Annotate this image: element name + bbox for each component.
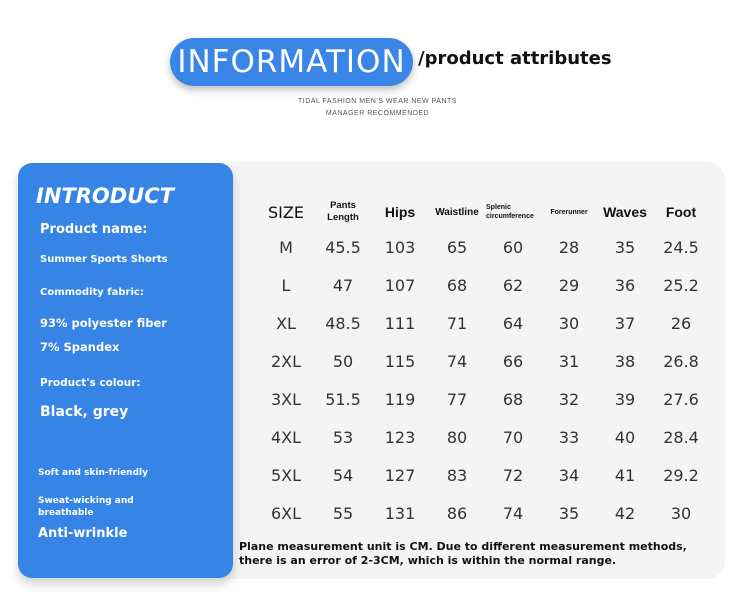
measurement-cell: 71 xyxy=(446,313,468,333)
table-row xyxy=(258,380,710,418)
size-cell: XL xyxy=(276,313,296,333)
measurement-cell: 66 xyxy=(502,351,524,371)
measurement-cell: 28 xyxy=(558,237,580,257)
measurement-cell: 32 xyxy=(558,389,580,409)
measurement-cell: 31 xyxy=(558,351,580,371)
table-header-row xyxy=(258,196,710,228)
measurement-cell: 80 xyxy=(446,427,468,447)
measurement-cell: 48.5 xyxy=(325,313,361,333)
measurement-cell: 40 xyxy=(614,427,636,447)
measurement-cell: 64 xyxy=(502,313,524,333)
measurement-cell: 30 xyxy=(670,503,692,523)
table-row xyxy=(258,266,710,304)
measurement-cell: 72 xyxy=(502,465,524,485)
product-name-value: Summer Sports Shorts xyxy=(40,254,168,265)
fabric-polyester: 93% polyester fiber xyxy=(40,316,167,330)
measurement-cell: 74 xyxy=(446,351,468,371)
measurement-cell: 27.6 xyxy=(663,389,699,409)
size-table xyxy=(258,196,710,532)
measurement-cell: 68 xyxy=(502,389,524,409)
product-name-label: Product name: xyxy=(40,222,148,237)
measurement-cell: 34 xyxy=(558,465,580,485)
measurement-cell: 47 xyxy=(332,275,354,295)
measurement-cell: 103 xyxy=(384,237,416,257)
size-cell: 4XL xyxy=(270,427,302,447)
size-cell: 5XL xyxy=(270,465,302,485)
measurement-cell: 38 xyxy=(614,351,636,371)
measurement-cell: 70 xyxy=(502,427,524,447)
measurement-cell: 74 xyxy=(502,503,524,523)
measurement-cell: 26.8 xyxy=(663,351,699,371)
header-splenic-circumference: Splenic circumference xyxy=(486,204,534,220)
measurement-cell: 35 xyxy=(614,237,636,257)
feature-anti-wrinkle: Anti-wrinkle xyxy=(38,526,128,541)
measurement-cell: 62 xyxy=(502,275,524,295)
measurement-cell: 42 xyxy=(614,503,636,523)
measurement-cell: 55 xyxy=(332,503,354,523)
measurement-cell: 107 xyxy=(384,275,416,295)
measurement-cell: 131 xyxy=(384,503,416,523)
feature-sweat-wicking: Sweat-wicking and breathable xyxy=(38,496,134,518)
measurement-cell: 119 xyxy=(384,389,416,409)
table-row xyxy=(258,342,710,380)
measurement-cell: 50 xyxy=(332,351,354,371)
measurement-cell: 60 xyxy=(502,237,524,257)
information-badge: INFORMATION xyxy=(170,38,413,86)
table-row xyxy=(258,456,710,494)
measurement-cell: 36 xyxy=(614,275,636,295)
measurement-cell: 53 xyxy=(332,427,354,447)
header-size: SIZE xyxy=(268,202,304,222)
header-pants-length: Pants Length xyxy=(327,200,359,223)
measurement-cell: 68 xyxy=(446,275,468,295)
size-cell: 3XL xyxy=(270,389,302,409)
measurement-cell: 26 xyxy=(670,313,692,333)
fabric-label: Commodity fabric: xyxy=(40,287,144,298)
measurement-cell: 111 xyxy=(384,313,416,333)
measurement-cell: 29.2 xyxy=(663,465,699,485)
measurement-cell: 25.2 xyxy=(663,275,699,295)
measurement-cell: 83 xyxy=(446,465,468,485)
header-subtitle: /product attributes xyxy=(418,48,612,69)
tagline-line-2: MANAGER RECOMMENDED xyxy=(325,110,430,117)
table-row xyxy=(258,228,710,266)
measurement-cell: 77 xyxy=(446,389,468,409)
header-forerunner: Forerunner xyxy=(550,208,588,216)
measurement-cell: 54 xyxy=(332,465,354,485)
size-cell: M xyxy=(279,237,293,257)
colour-value: Black, grey xyxy=(40,404,129,420)
table-row xyxy=(258,494,710,532)
measurement-footnote: Plane measurement unit is CM. Due to different measurement methods, there is an error of 2-3CM, which is within the normal range. xyxy=(239,540,687,567)
table-row xyxy=(258,304,710,342)
measurement-cell: 39 xyxy=(614,389,636,409)
size-cell: 6XL xyxy=(270,503,302,523)
measurement-cell: 24.5 xyxy=(663,237,699,257)
intro-title: INTRODUCT xyxy=(36,184,174,208)
measurement-cell: 35 xyxy=(558,503,580,523)
measurement-cell: 123 xyxy=(384,427,416,447)
measurement-cell: 45.5 xyxy=(325,237,361,257)
header-waves: Waves xyxy=(603,204,647,220)
size-cell: 2XL xyxy=(270,351,302,371)
measurement-cell: 115 xyxy=(384,351,416,371)
measurement-cell: 51.5 xyxy=(325,389,361,409)
measurement-cell: 65 xyxy=(446,237,468,257)
header-waistline: Waistline xyxy=(435,206,479,218)
measurement-cell: 33 xyxy=(558,427,580,447)
measurement-cell: 29 xyxy=(558,275,580,295)
header-foot: Foot xyxy=(665,204,697,220)
measurement-cell: 86 xyxy=(446,503,468,523)
feature-soft: Soft and skin-friendly xyxy=(38,468,148,478)
header-hips: Hips xyxy=(384,204,416,220)
measurement-cell: 30 xyxy=(558,313,580,333)
measurement-cell: 37 xyxy=(614,313,636,333)
measurement-cell: 127 xyxy=(384,465,416,485)
measurement-cell: 28.4 xyxy=(663,427,699,447)
size-cell: L xyxy=(281,275,291,295)
fabric-spandex: 7% Spandex xyxy=(40,340,120,354)
colour-label: Product's colour: xyxy=(40,377,141,389)
measurement-cell: 41 xyxy=(614,465,636,485)
table-row xyxy=(258,418,710,456)
tagline-line-1: TIDAL FASHION MEN’S WEAR NEW PANTS xyxy=(298,98,457,105)
